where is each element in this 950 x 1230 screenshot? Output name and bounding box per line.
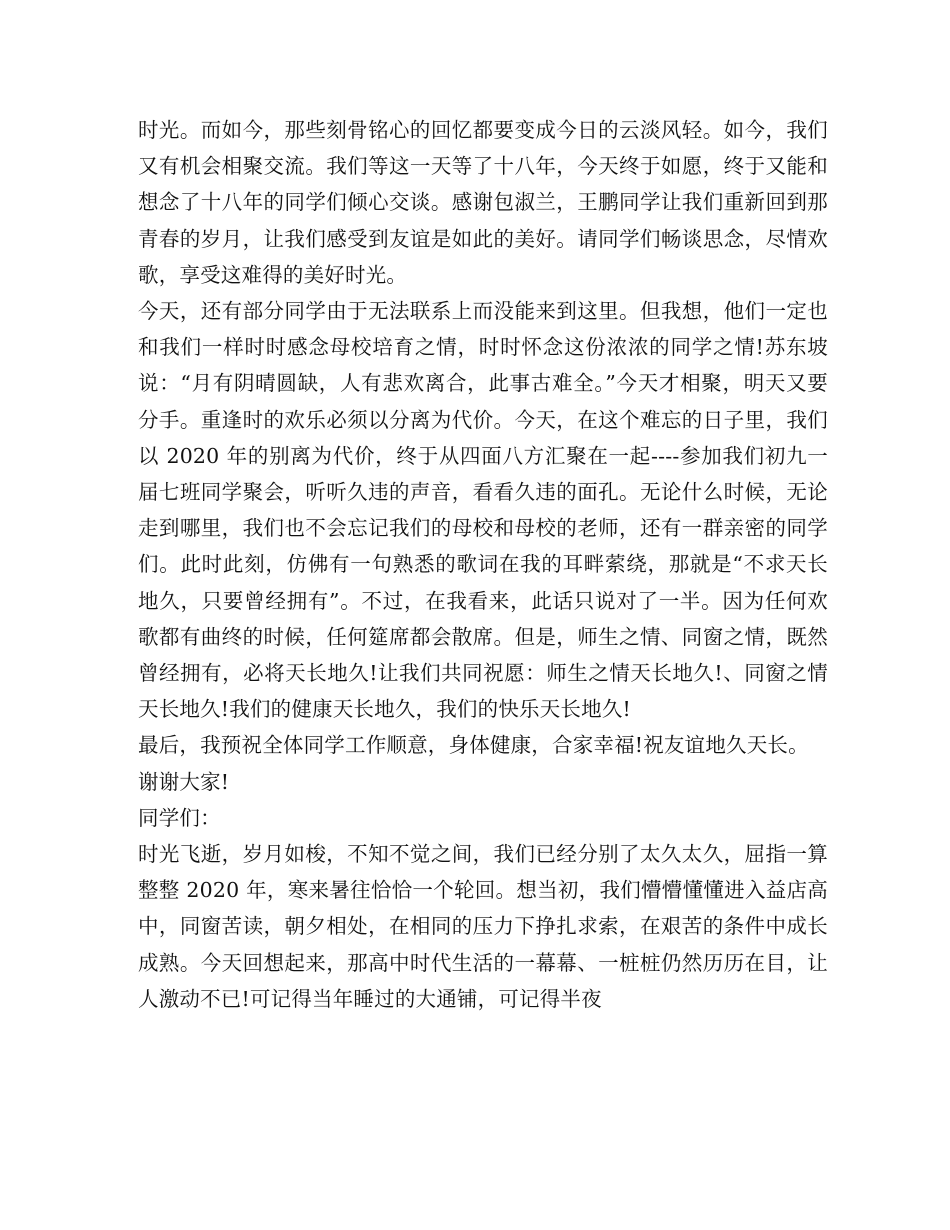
paragraph-3: 最后，我预祝全体同学工作顺意，身体健康，合家幸福!祝友谊地久天长。 [138,733,809,758]
document-body [138,112,828,1017]
paragraph-4: 谢谢大家! [138,769,230,794]
paragraph-6: 时光飞逝，岁月如梭，不知不觉之间，我们已经分别了太久太久，屈指一算整整 2020 年，寒来暑往恰恰一个轮回。想当初，我们懵懵懂懂进入益店高中，同窗苦读，朝夕相处，在相同的压力下挣扎求索，在艰苦的条件中成长成熟。今天回想起来，那高中时代生活的一幕幕、一桩桩仍然历历在目，让人激动不已!可记得当年睡过的大通铺，可记得半夜 [138,842,828,1011]
paragraph-5: 同学们： [138,805,221,830]
paragraph-2: 今天，还有部分同学由于无法联系上而没能来到这里。但我想，他们一定也和我们一样时时感念母校培育之情，时时怀念这份浓浓的同学之情!苏东坡说：“月有阴晴圆缺，人有悲欢离合，此事古难全。”今天才相聚，明天又要分手。重逢时的欢乐必须以分离为代价。今天，在这个难忘的日子里，我们以 2020 年的别离为代价，终于从四面八方汇聚在一起----参加我们初九一届七班同学聚会，听听久违的声音，看看久违的面孔。无论什么时候，无论走到哪里，我们也不会忘记我们的母校和母校的老师，还有一群亲密的同学们。此时此刻，仿佛有一句熟悉的歌词在我的耳畔萦绕，那就是“不求天长地久，只要曾经拥有”。不过，在我看来，此话只说对了一半。因为任何欢歌都有曲终的时候，任何筵席都会散席。但是，师生之情、同窗之情，既然曾经拥有，必将天长地久!让我们共同祝愿：师生之情天长地久!、同窗之情天长地久!我们的健康天长地久，我们的快乐天长地久! [138,299,828,722]
paragraph-1: 时光。而如今，那些刻骨铭心的回忆都要变成今日的云淡风轻。如今，我们又有机会相聚交流。我们等这一天等了十八年，今天终于如愿，终于又能和想念了十八年的同学们倾心交谈。感谢包淑兰，王鹏同学让我们重新回到那青春的岁月，让我们感受到友谊是如此的美好。请同学们畅谈思念，尽情欢歌，享受这难得的美好时光。 [138,118,828,287]
